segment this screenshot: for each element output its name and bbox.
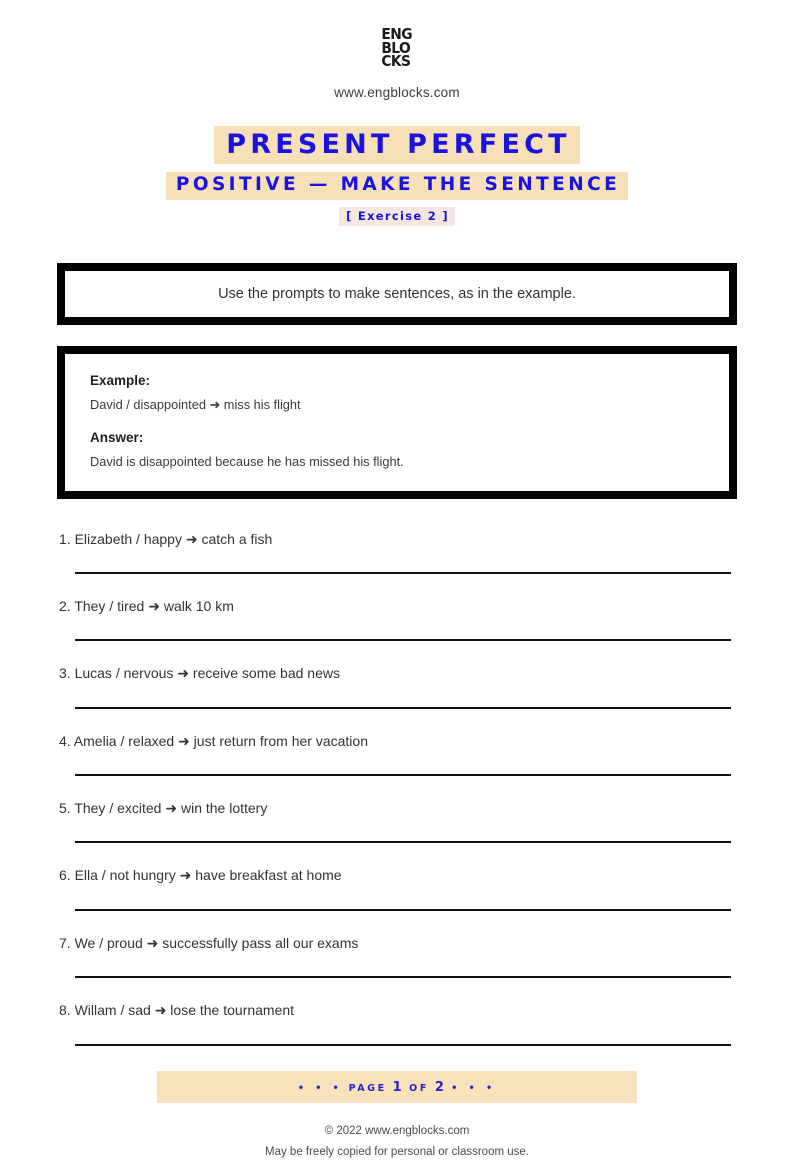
footer-copyright — [0, 1121, 794, 1163]
instruction-box — [57, 263, 737, 325]
worksheet-subtitle — [0, 172, 794, 200]
title-block — [0, 126, 794, 226]
example-prompt: David / disappointed ➜ miss his flight — [90, 396, 301, 412]
worksheet-title — [0, 126, 794, 164]
exercise-prompt-1: 1. Elizabeth / happy ➜ catch a fish — [59, 530, 273, 547]
exercise-prompt-7: 7. We / proud ➜ successfully pass all our exams — [59, 934, 359, 951]
exercise-prompt-4: 4. Amelia / relaxed ➜ just return from her vacation — [59, 732, 368, 749]
engblocks-logo — [381, 25, 413, 70]
answer-line-2[interactable] — [75, 639, 731, 641]
exercise-prompt-2: 2. They / tired ➜ walk 10 km — [59, 597, 234, 614]
exercise-prompt-8: 8. Willam / sad ➜ lose the tournament — [59, 1002, 295, 1019]
answer-line-1[interactable] — [75, 572, 731, 574]
exercise-prompt-6: 6. Ella / not hungry ➜ have breakfast at home — [59, 867, 342, 884]
logo-line-1: ENG — [381, 25, 413, 43]
answer-line-8[interactable] — [75, 1044, 731, 1046]
logo-line-2: BLO — [381, 38, 411, 57]
list-item — [57, 734, 737, 776]
answer-label: Answer: — [90, 429, 144, 445]
example-answer: David is disappointed because he has missed his flight. — [90, 453, 404, 469]
list-item — [57, 801, 737, 843]
of-word: OF — [409, 1082, 429, 1094]
page-indicator — [297, 1079, 497, 1095]
example-label: Example: — [90, 372, 151, 388]
example-box — [57, 346, 737, 499]
list-item — [57, 666, 737, 708]
exercise-list — [0, 532, 794, 1046]
site-url: www.engblocks.com — [334, 85, 460, 100]
page-word: PAGE — [348, 1082, 387, 1094]
exercise-prompt-5: 5. They / excited ➜ win the lottery — [59, 800, 268, 817]
page-indicator-band — [157, 1071, 637, 1103]
dots-right: • • • — [451, 1082, 497, 1094]
list-item — [57, 936, 737, 978]
answer-line-5[interactable] — [75, 841, 731, 843]
worksheet-title-text: PRESENT PERFECT — [214, 126, 579, 164]
list-item — [57, 532, 737, 574]
exercise-tag — [0, 207, 794, 226]
list-item — [57, 1003, 737, 1045]
exercise-prompt-3: 3. Lucas / nervous ➜ receive some bad news — [59, 665, 340, 682]
page-header — [0, 0, 794, 100]
copyright-line: © 2022 www.engblocks.com — [324, 1124, 470, 1137]
exercise-tag-text: [ Exercise 2 ] — [339, 207, 455, 226]
dots-left: • • • — [297, 1082, 343, 1094]
answer-line-4[interactable] — [75, 774, 731, 776]
answer-line-3[interactable] — [75, 707, 731, 709]
list-item — [57, 868, 737, 910]
list-item — [57, 599, 737, 641]
answer-line-6[interactable] — [75, 909, 731, 911]
boxes-wrapper — [0, 263, 794, 499]
instruction-text: Use the prompts to make sentences, as in the example. — [218, 285, 576, 302]
total-pages: 2 — [434, 1079, 446, 1095]
worksheet-subtitle-text: POSITIVE — MAKE THE SENTENCE — [166, 172, 628, 200]
page-number: 1 — [392, 1079, 404, 1095]
answer-line-7[interactable] — [75, 976, 731, 978]
license-line: May be freely copied for personal or classroom use. — [265, 1145, 529, 1158]
logo-line-3: CKS — [381, 52, 411, 70]
